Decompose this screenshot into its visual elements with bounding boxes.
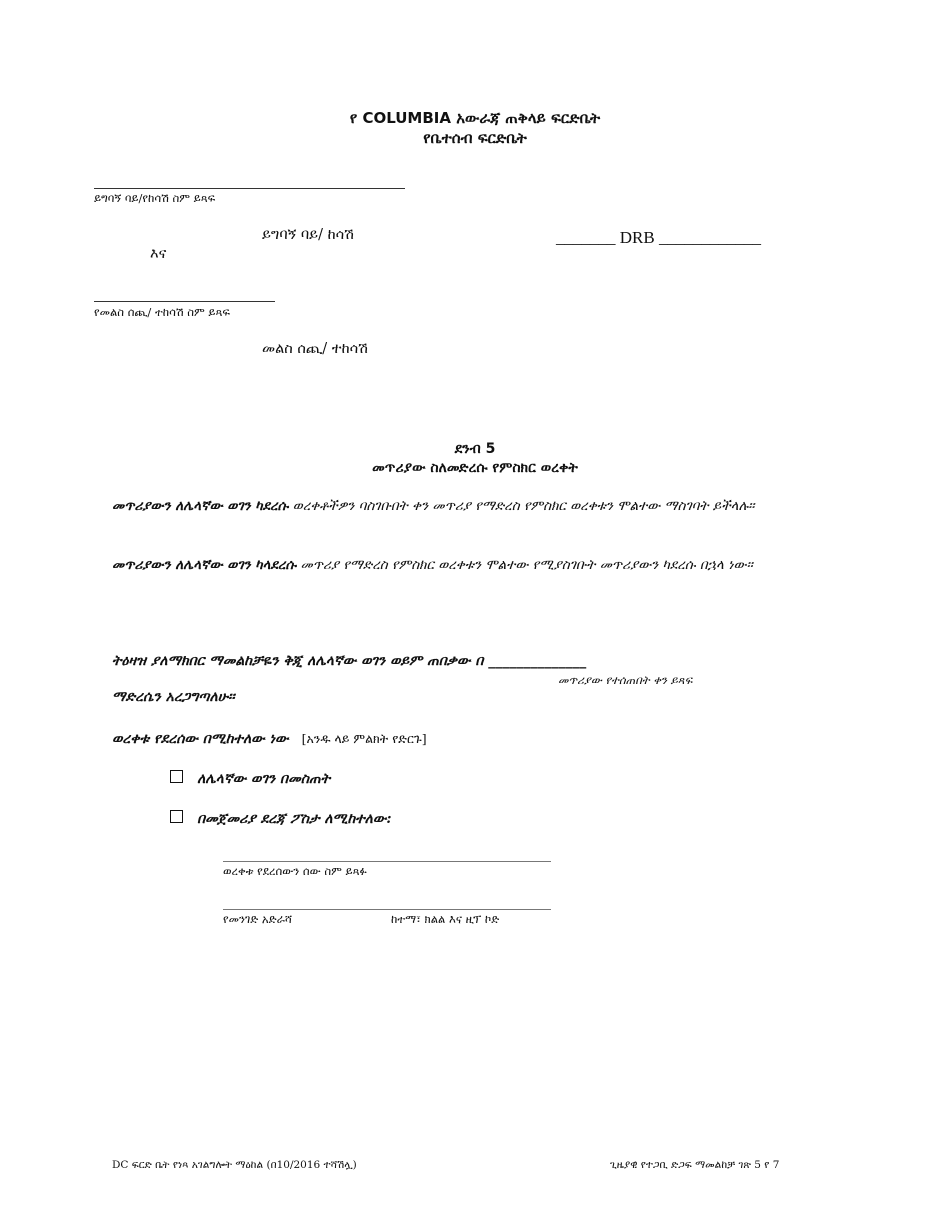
plaintiff-name-label: ይግባኝ ባይ/የከሳሽ ስም ይጻፍ: [94, 191, 216, 205]
and-text: እና: [150, 246, 167, 262]
respondent-name-label: የመልስ ሰጪ/ ተከሳሽ ስም ይጻፍ: [94, 305, 230, 319]
case-number-label: DRB: [619, 228, 655, 247]
footer-left: DC ፍርድ ቤት የነጻ አገልግሎት ማዕከል (በ10/2016 ተሻሽሏ): [112, 1159, 357, 1171]
case-number-blank-2[interactable]: ____________: [658, 228, 761, 247]
section-heading: [0, 440, 950, 478]
mail-checkbox[interactable]: [170, 810, 183, 823]
case-number: [556, 228, 761, 248]
court-division: የቤተሰብ ፍርድቤት: [423, 129, 527, 147]
p2-rest: መጥሪያ የማድረስ የምስክር ወረቀቱን ሞልተው የሚያስገቡት መጥሪያውን ካደረሱ በኋላ ነው፡፡: [300, 557, 753, 573]
footer-page-info: ጊዜያዊ የተጋቢ ድጋፍ ማመልከቻ ገጽ 5 የ 7: [610, 1159, 780, 1171]
address-line[interactable]: [223, 909, 551, 910]
respondent-role: መልስ ሰጪ/ ተከሳሽ: [262, 341, 368, 357]
certify-line-1: ትዕዛዝ ያለማክበር ማመልከቻዬን ቅጂ ለሌላኛው ወገን ወይም ጠበቃው በ ______________: [112, 653, 587, 669]
certify-line-2: ማድረሴን አረጋግጣለሁ፡፡: [112, 689, 235, 705]
p2-bold: መጥሪያውን ለሌላኛው ወገን ካላደረሱ: [112, 557, 297, 573]
mark-one-note: [አንዱ ላይ ምልክት የድርጉ]: [301, 731, 427, 746]
option-hand-delivery[interactable]: [170, 768, 330, 787]
case-number-blank-1[interactable]: _______: [556, 228, 616, 247]
hand-delivery-checkbox[interactable]: [170, 770, 183, 783]
recipient-name-line[interactable]: [223, 861, 551, 862]
plaintiff-role: ይግባኝ ባይ/ ከሳሽ: [262, 227, 354, 243]
respondent-name-line[interactable]: [94, 301, 275, 302]
instruction-paragraph-2: [112, 556, 842, 575]
p1-rest: ወረቀቶችዎን ባስገቡበት ቀን መጥሪያ የማድረስ የምስክር ወረቀቱን ሞልተው ማስገባት ይችላሉ፡፡: [292, 498, 755, 514]
street-address-label: የመንገድ አድራሻ: [223, 912, 293, 926]
city-state-zip-label: ከተማ፣ ክልል እና ዚፕ ኮድ: [391, 912, 500, 926]
delivery-method: [112, 728, 427, 747]
section-title: መጥሪያው ስለመድረሱ የምስክር ወረቀት: [372, 460, 578, 476]
court-title: [0, 108, 950, 148]
delivery-method-label: ወረቀቱ የደረሰው በሚከተለው ነው: [112, 731, 289, 747]
option-first-class-mail[interactable]: [170, 808, 392, 827]
service-date-label: መጥሪያው የተሰጠበት ቀን ይጻፍ: [558, 673, 693, 687]
option-1-label: ለሌላኛው ወገን በመስጠት: [197, 771, 331, 787]
option-2-label: በመጀመሪያ ደረጃ ፖስታ ለሚከተለው:: [197, 811, 392, 827]
instruction-paragraph-1: [112, 497, 842, 516]
section-step: ደንብ 5: [454, 441, 496, 457]
p1-bold: መጥሪያውን ለሌላኛው ወገን ካደረሱ: [112, 498, 289, 514]
plaintiff-name-line[interactable]: [94, 188, 405, 189]
recipient-name-label: ወረቀቱ የደረሰውን ሰው ስም ይጻፉ: [223, 864, 367, 878]
court-name: የ COLUMBIA አውራጃ ጠቅላይ ፍርድቤት: [349, 109, 601, 127]
